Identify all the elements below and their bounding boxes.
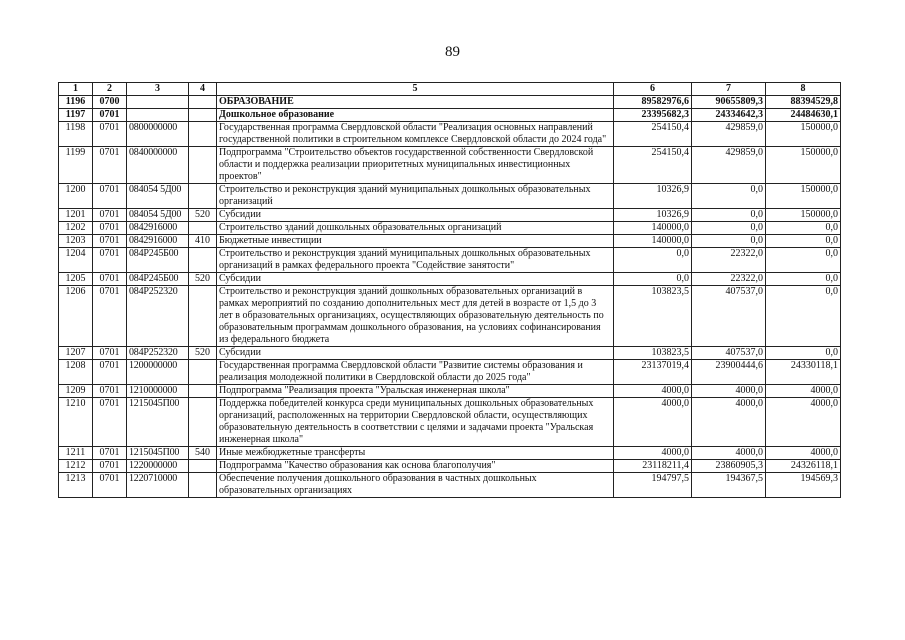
expense-type-cell: [189, 109, 217, 122]
expense-type-cell: [189, 398, 217, 447]
section-code-cell: 0701: [93, 273, 127, 286]
column-header: 5: [217, 83, 614, 96]
amount-cell-col8: 0,0: [766, 347, 841, 360]
item-name-cell: Государственная программа Свердловской области "Реализация основных направлений государственной политики в строительном комплексе Свердловской области до 2024 года": [217, 122, 614, 147]
page-number: 89: [445, 44, 460, 60]
column-header: 4: [189, 83, 217, 96]
section-code-cell: 0701: [93, 147, 127, 184]
target-code-cell: 084054 5Д00: [127, 209, 189, 222]
section-code-cell: 0701: [93, 286, 127, 347]
amount-cell-col7: 0,0: [692, 209, 766, 222]
row-number-cell: 1205: [59, 273, 93, 286]
amount-cell-col8: 4000,0: [766, 385, 841, 398]
expense-type-cell: 540: [189, 447, 217, 460]
section-code-cell: 0701: [93, 248, 127, 273]
item-name-cell: Подпрограмма "Реализация проекта "Уральская инженерная школа": [217, 385, 614, 398]
table-row: [59, 447, 841, 460]
item-name-cell: Поддержка победителей конкурса среди муниципальных дошкольных образовательных организаций, расположенных на территории Свердловской области, осуществляющих образовательную деятельность в соответствии с целями и задачами проекта "Уральская инженерная школа": [217, 398, 614, 447]
item-name-cell: ОБРАЗОВАНИЕ: [217, 96, 614, 109]
expense-type-cell: [189, 122, 217, 147]
item-name-cell: Обеспечение получения дошкольного образования в частных дошкольных образовательных организациях: [217, 473, 614, 498]
table-row: [59, 184, 841, 209]
expense-type-cell: [189, 222, 217, 235]
item-name-cell: Субсидии: [217, 209, 614, 222]
amount-cell-col8: 150000,0: [766, 147, 841, 184]
amount-cell-col6: 140000,0: [614, 235, 692, 248]
amount-cell-col6: 23137019,4: [614, 360, 692, 385]
row-number-cell: 1213: [59, 473, 93, 498]
amount-cell-col6: 194797,5: [614, 473, 692, 498]
section-code-cell: 0701: [93, 385, 127, 398]
table-row: [59, 248, 841, 273]
row-number-cell: 1200: [59, 184, 93, 209]
row-number-cell: 1209: [59, 385, 93, 398]
amount-cell-col8: 150000,0: [766, 184, 841, 209]
table-row: [59, 235, 841, 248]
item-name-cell: Субсидии: [217, 347, 614, 360]
item-name-cell: Иные межбюджетные трансферты: [217, 447, 614, 460]
amount-cell-col7: 22322,0: [692, 273, 766, 286]
item-name-cell: Строительство и реконструкция зданий дошкольных образовательных организаций в рамках мероприятий по созданию дополнительных мест для детей в возрасте от 1,5 до 3 лет в образовательных организациях, осуществляющих образовательную деятельность по образовательным программам дошкольного образования, на условиях софинансирования из федерального бюджета: [217, 286, 614, 347]
column-header: 2: [93, 83, 127, 96]
amount-cell-col8: 4000,0: [766, 398, 841, 447]
amount-cell-col8: 24484630,1: [766, 109, 841, 122]
row-number-cell: 1198: [59, 122, 93, 147]
amount-cell-col8: 24326118,1: [766, 460, 841, 473]
target-code-cell: 1215045П00: [127, 398, 189, 447]
amount-cell-col7: 4000,0: [692, 398, 766, 447]
amount-cell-col7: 0,0: [692, 184, 766, 209]
table-row: [59, 109, 841, 122]
amount-cell-col7: 90655809,3: [692, 96, 766, 109]
target-code-cell: 0800000000: [127, 122, 189, 147]
row-number-cell: 1211: [59, 447, 93, 460]
expense-type-cell: [189, 147, 217, 184]
target-code-cell: 0842916000: [127, 235, 189, 248]
table-row: [59, 398, 841, 447]
item-name-cell: Строительство зданий дошкольных образовательных организаций: [217, 222, 614, 235]
section-code-cell: 0701: [93, 447, 127, 460]
expense-type-cell: 410: [189, 235, 217, 248]
table-row: [59, 96, 841, 109]
amount-cell-col6: 23118211,4: [614, 460, 692, 473]
column-header: 3: [127, 83, 189, 96]
amount-cell-col7: 22322,0: [692, 248, 766, 273]
amount-cell-col7: 23900444,6: [692, 360, 766, 385]
section-code-cell: 0701: [93, 122, 127, 147]
section-code-cell: 0701: [93, 398, 127, 447]
row-number-cell: 1212: [59, 460, 93, 473]
section-code-cell: 0701: [93, 473, 127, 498]
row-number-cell: 1199: [59, 147, 93, 184]
expense-type-cell: [189, 248, 217, 273]
expense-type-cell: [189, 360, 217, 385]
target-code-cell: 0842916000: [127, 222, 189, 235]
target-code-cell: 0840000000: [127, 147, 189, 184]
amount-cell-col7: 429859,0: [692, 147, 766, 184]
expense-type-cell: [189, 96, 217, 109]
expense-type-cell: 520: [189, 209, 217, 222]
target-code-cell: 084P245Б00: [127, 248, 189, 273]
amount-cell-col8: 194569,3: [766, 473, 841, 498]
target-code-cell: 084P252320: [127, 286, 189, 347]
section-code-cell: 0701: [93, 109, 127, 122]
amount-cell-col8: 150000,0: [766, 122, 841, 147]
table-row: [59, 222, 841, 235]
target-code-cell: 1200000000: [127, 360, 189, 385]
item-name-cell: Подпрограмма "Строительство объектов государственной собственности Свердловской области и поддержка реализации приоритетных муниципальных инвестиционных проектов": [217, 147, 614, 184]
expense-type-cell: [189, 460, 217, 473]
section-code-cell: 0701: [93, 235, 127, 248]
amount-cell-col6: 140000,0: [614, 222, 692, 235]
target-code-cell: 1220710000: [127, 473, 189, 498]
amount-cell-col6: 23395682,3: [614, 109, 692, 122]
amount-cell-col6: 0,0: [614, 273, 692, 286]
amount-cell-col6: 4000,0: [614, 398, 692, 447]
item-name-cell: Строительство и реконструкция зданий муниципальных дошкольных образовательных организаций: [217, 184, 614, 209]
amount-cell-col6: 103823,5: [614, 347, 692, 360]
amount-cell-col8: 0,0: [766, 222, 841, 235]
column-header: 8: [766, 83, 841, 96]
row-number-cell: 1196: [59, 96, 93, 109]
target-code-cell: 084P252320: [127, 347, 189, 360]
target-code-cell: 1215045П00: [127, 447, 189, 460]
amount-cell-col8: 150000,0: [766, 209, 841, 222]
amount-cell-col7: 407537,0: [692, 286, 766, 347]
amount-cell-col7: 429859,0: [692, 122, 766, 147]
amount-cell-col7: 0,0: [692, 222, 766, 235]
section-code-cell: 0701: [93, 184, 127, 209]
amount-cell-col6: 0,0: [614, 248, 692, 273]
item-name-cell: Строительство и реконструкция зданий муниципальных дошкольных образовательных организаций в рамках федерального проекта "Содействие занятости": [217, 248, 614, 273]
expense-type-cell: [189, 473, 217, 498]
row-number-cell: 1203: [59, 235, 93, 248]
row-number-cell: 1202: [59, 222, 93, 235]
amount-cell-col8: 0,0: [766, 286, 841, 347]
amount-cell-col6: 10326,9: [614, 184, 692, 209]
amount-cell-col6: 254150,4: [614, 147, 692, 184]
amount-cell-col7: 4000,0: [692, 385, 766, 398]
section-code-cell: 0701: [93, 209, 127, 222]
column-header: 6: [614, 83, 692, 96]
amount-cell-col7: 0,0: [692, 235, 766, 248]
amount-cell-col8: 4000,0: [766, 447, 841, 460]
row-number-cell: 1210: [59, 398, 93, 447]
table-row: [59, 460, 841, 473]
amount-cell-col6: 103823,5: [614, 286, 692, 347]
item-name-cell: Бюджетные инвестиции: [217, 235, 614, 248]
amount-cell-col7: 194367,5: [692, 473, 766, 498]
column-header: 1: [59, 83, 93, 96]
amount-cell-col7: 407537,0: [692, 347, 766, 360]
target-code-cell: [127, 96, 189, 109]
section-code-cell: 0701: [93, 360, 127, 385]
table-row: [59, 385, 841, 398]
expense-type-cell: [189, 184, 217, 209]
amount-cell-col8: 0,0: [766, 273, 841, 286]
amount-cell-col6: 254150,4: [614, 122, 692, 147]
amount-cell-col8: 0,0: [766, 235, 841, 248]
target-code-cell: [127, 109, 189, 122]
expense-type-cell: 520: [189, 273, 217, 286]
section-code-cell: 0700: [93, 96, 127, 109]
target-code-cell: 084P245Б00: [127, 273, 189, 286]
table-row: [59, 347, 841, 360]
amount-cell-col6: 10326,9: [614, 209, 692, 222]
budget-table: [58, 82, 841, 498]
target-code-cell: 1220000000: [127, 460, 189, 473]
table-row: [59, 286, 841, 347]
target-code-cell: 084054 5Д00: [127, 184, 189, 209]
amount-cell-col7: 4000,0: [692, 447, 766, 460]
column-header: 7: [692, 83, 766, 96]
table-row: [59, 473, 841, 498]
item-name-cell: Подпрограмма "Качество образования как основа благополучия": [217, 460, 614, 473]
table-row: [59, 360, 841, 385]
row-number-cell: 1208: [59, 360, 93, 385]
table-row: [59, 122, 841, 147]
item-name-cell: Субсидии: [217, 273, 614, 286]
amount-cell-col6: 4000,0: [614, 447, 692, 460]
amount-cell-col7: 23860905,3: [692, 460, 766, 473]
row-number-cell: 1204: [59, 248, 93, 273]
table-row: [59, 209, 841, 222]
expense-type-cell: [189, 385, 217, 398]
section-code-cell: 0701: [93, 222, 127, 235]
amount-cell-col6: 4000,0: [614, 385, 692, 398]
table-row: [59, 273, 841, 286]
amount-cell-col6: 89582976,6: [614, 96, 692, 109]
amount-cell-col8: 88394529,8: [766, 96, 841, 109]
row-number-cell: 1197: [59, 109, 93, 122]
amount-cell-col8: 24330118,1: [766, 360, 841, 385]
amount-cell-col7: 24334642,3: [692, 109, 766, 122]
amount-cell-col8: 0,0: [766, 248, 841, 273]
section-code-cell: 0701: [93, 347, 127, 360]
expense-type-cell: 520: [189, 347, 217, 360]
row-number-cell: 1201: [59, 209, 93, 222]
table-row: [59, 147, 841, 184]
section-code-cell: 0701: [93, 460, 127, 473]
expense-type-cell: [189, 286, 217, 347]
row-number-cell: 1207: [59, 347, 93, 360]
table-header-row: [59, 83, 841, 96]
item-name-cell: Дошкольное образование: [217, 109, 614, 122]
target-code-cell: 1210000000: [127, 385, 189, 398]
row-number-cell: 1206: [59, 286, 93, 347]
item-name-cell: Государственная программа Свердловской области "Развитие системы образования и реализация молодежной политики в Свердловской области до 2025 года": [217, 360, 614, 385]
